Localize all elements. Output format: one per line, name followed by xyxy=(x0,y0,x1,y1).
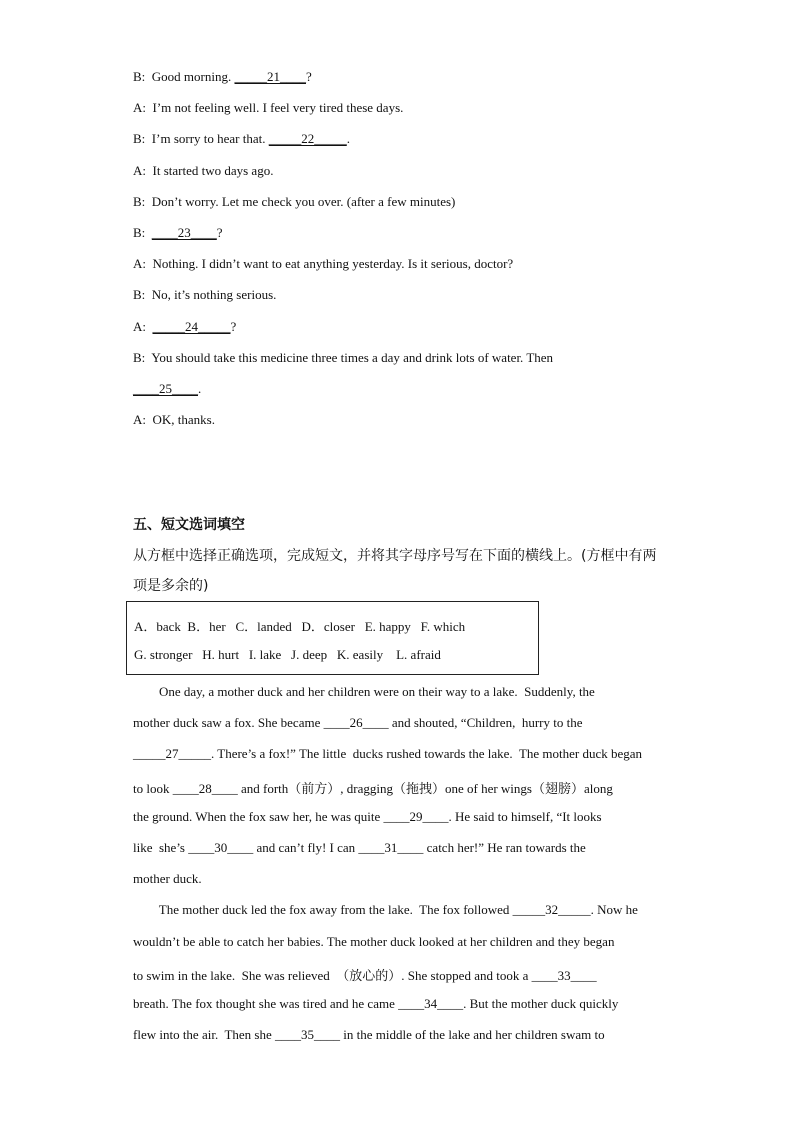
dialogue-line xyxy=(133,256,513,272)
dialogue-speaker: A: xyxy=(133,162,153,178)
passage-line: mother duck saw a fox. She became ____26____ and shouted, “Children, hurry to the xyxy=(133,715,583,731)
passage-line: wouldn’t be able to catch her babies. The mother duck looked at her children and they began xyxy=(133,933,615,949)
passage-line: the ground. When the fox saw her, he was quite ____29____. He said to himself, “It looks xyxy=(133,808,602,824)
dialogue-line xyxy=(133,163,273,179)
dialogue-speaker: A: xyxy=(133,318,153,334)
passage-line: like she’s ____30____ and can’t fly! I can ____31____ catch her!” He ran towards the xyxy=(133,840,586,855)
dialogue-pre: No, it’s nothing serious. xyxy=(151,287,277,303)
dialogue-speaker: B: xyxy=(133,349,152,365)
instruction-line-1: 从方框中选择正确选项，完成短文，并将其字母序号写在下面的横线上。(方框中有两 xyxy=(133,548,657,564)
passage-line: mother duck. xyxy=(133,871,202,887)
dialogue-line xyxy=(133,194,455,210)
dialogue-line xyxy=(133,69,312,85)
dialogue-line xyxy=(133,225,223,241)
passage-line: _____27_____. There’s a fox!” The little ducks rushed towards the lake. The mother duck began xyxy=(133,746,643,762)
dialogue-line xyxy=(133,381,201,397)
dialogue-speaker: A: xyxy=(133,100,153,116)
dialogue-line xyxy=(133,319,236,335)
passage-line: to swim in the lake. She was relieved （放心的）. She stopped and took a ____33____ xyxy=(133,967,597,983)
dialogue-speaker: B: xyxy=(133,131,152,147)
dialogue-pre: I’m sorry to hear that. xyxy=(151,131,269,147)
dialogue-pre: You should take this medicine three times a day and drink lots of water. Then xyxy=(151,349,554,365)
options-row-2: G. stronger H. hurt I. lake J. deep K. easily L. afraid xyxy=(134,647,441,662)
dialogue-post: ? xyxy=(306,69,312,84)
passage-line: to look ____28____ and forth（前方）, dragging（拖拽）one of her wings（翅膀）along xyxy=(133,780,613,796)
answer-blank[interactable]: _____24_____ xyxy=(152,318,231,334)
instruction-line-2: 项是多余的) xyxy=(133,578,209,594)
dialogue-post: ? xyxy=(216,225,223,240)
answer-blank[interactable]: ____23____ xyxy=(151,225,217,240)
dialogue-post: . xyxy=(346,131,351,147)
answer-blank[interactable]: _____21____ xyxy=(234,69,306,84)
dialogue-pre: Good morning. xyxy=(151,69,235,84)
dialogue-speaker: B: xyxy=(133,69,152,84)
answer-blank[interactable]: _____22_____ xyxy=(268,131,347,147)
word-options-box xyxy=(126,601,539,675)
dialogue-line xyxy=(133,131,350,147)
dialogue-speaker: A: xyxy=(133,256,153,272)
dialogue-post: ? xyxy=(230,318,237,334)
dialogue-post: . xyxy=(198,381,202,396)
dialogue-speaker: B: xyxy=(133,193,152,209)
dialogue-line xyxy=(133,350,553,366)
dialogue-pre: Don’t worry. Let me check you over. (after a few minutes) xyxy=(151,193,456,209)
dialogue-pre: It started two days ago. xyxy=(152,162,274,178)
section-heading: 五、短文选词填空 xyxy=(133,517,245,533)
dialogue-speaker: B: xyxy=(133,225,152,240)
passage-line: flew into the air. Then she ____35____ in the middle of the lake and her children swam to xyxy=(133,1027,605,1043)
dialogue-pre: Nothing. I didn’t want to eat anything yesterday. Is it serious, doctor? xyxy=(152,256,514,272)
dialogue-speaker: A: xyxy=(133,412,153,428)
options-row-1: A．back B．her C．landed D．closer E. happy F. which xyxy=(134,619,466,634)
passage-line: breath. The fox thought she was tired and he came ____34____. But the mother duck quickly xyxy=(133,996,619,1011)
passage-line: One day, a mother duck and her children were on their way to a lake. Suddenly, the xyxy=(133,684,595,699)
dialogue-pre: I’m not feeling well. I feel very tired these days. xyxy=(152,100,404,116)
answer-blank[interactable]: ____25____ xyxy=(133,381,198,396)
passage-line: The mother duck led the fox away from the lake. The fox followed _____32_____. Now he xyxy=(133,902,638,918)
dialogue-speaker: B: xyxy=(133,287,152,303)
dialogue-pre: OK, thanks. xyxy=(152,412,215,428)
dialogue-line xyxy=(133,100,403,116)
dialogue-line xyxy=(133,412,215,428)
dialogue-line xyxy=(133,287,276,303)
